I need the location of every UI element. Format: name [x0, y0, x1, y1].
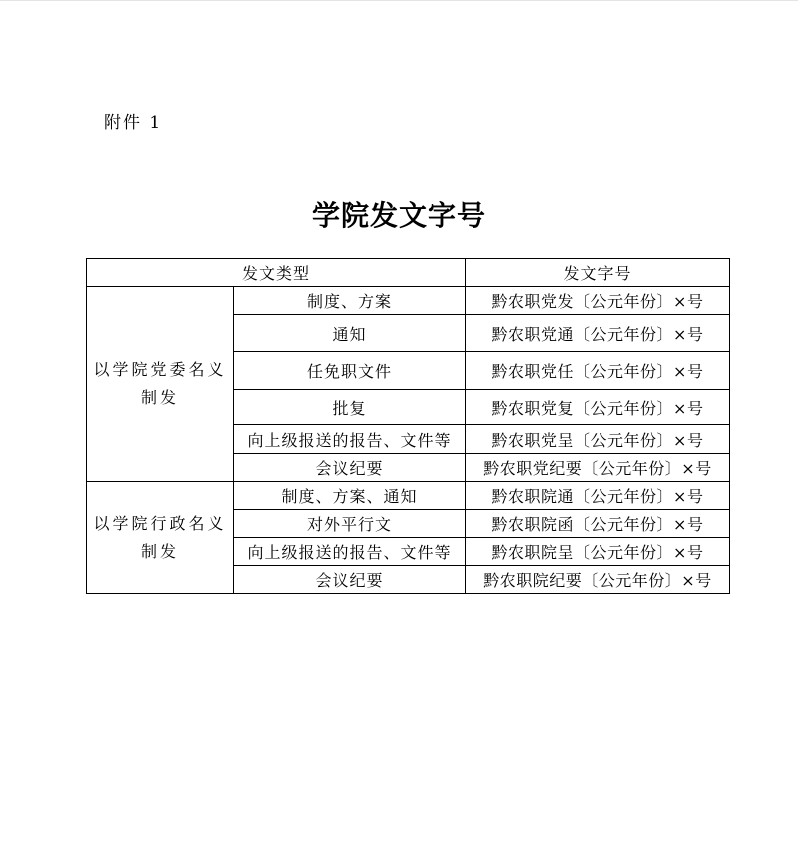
- code-cell: 黔农职党任〔公元年份〕×号: [466, 352, 730, 390]
- attachment-label: 附件 1: [104, 113, 163, 133]
- type-cell: 对外平行文: [234, 510, 466, 538]
- code-cell: 黔农职党通〔公元年份〕×号: [466, 315, 730, 352]
- table-row: [87, 482, 730, 510]
- type-cell: 向上级报送的报告、文件等: [234, 425, 466, 454]
- type-cell: 会议纪要: [234, 566, 466, 594]
- type-cell: 制度、方案、通知: [234, 482, 466, 510]
- group-party-committee: 以学院党委名义制发: [87, 287, 234, 482]
- table-header-row: [87, 259, 730, 287]
- code-cell: 黔农职院纪要〔公元年份〕×号: [466, 566, 730, 594]
- page-top-border: [0, 0, 798, 1]
- code-cell: 黔农职院通〔公元年份〕×号: [466, 482, 730, 510]
- code-cell: 黔农职院函〔公元年份〕×号: [466, 510, 730, 538]
- group-administration: 以学院行政名义制发: [87, 482, 234, 594]
- code-cell: 黔农职党纪要〔公元年份〕×号: [466, 454, 730, 482]
- type-cell: 向上级报送的报告、文件等: [234, 538, 466, 566]
- code-cell: 黔农职院呈〔公元年份〕×号: [466, 538, 730, 566]
- type-cell: 通知: [234, 315, 466, 352]
- code-cell: 黔农职党发〔公元年份〕×号: [466, 287, 730, 315]
- table-row: [87, 287, 730, 315]
- type-cell: 任免职文件: [234, 352, 466, 390]
- code-cell: 黔农职党呈〔公元年份〕×号: [466, 425, 730, 454]
- header-document-type: 发文类型: [87, 259, 466, 287]
- type-cell: 会议纪要: [234, 454, 466, 482]
- header-document-number: 发文字号: [466, 259, 730, 287]
- document-title: 学院发文字号: [311, 199, 486, 232]
- type-cell: 批复: [234, 390, 466, 425]
- code-cell: 黔农职党复〔公元年份〕×号: [466, 390, 730, 425]
- document-number-table: [86, 258, 730, 594]
- type-cell: 制度、方案: [234, 287, 466, 315]
